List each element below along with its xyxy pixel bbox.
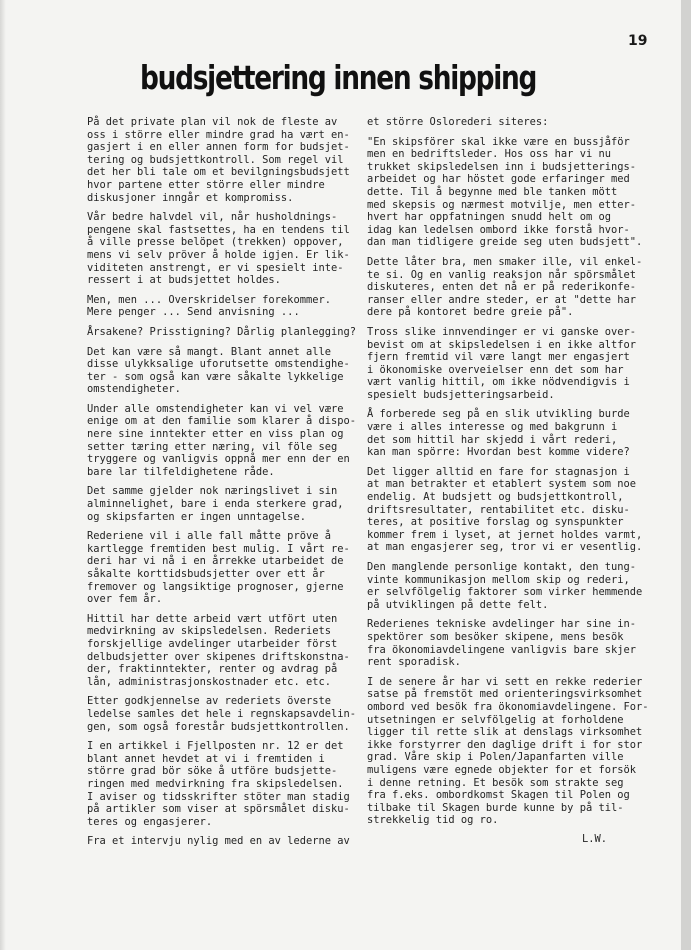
left-paragraph xyxy=(87,346,349,396)
text-line: med skepsis og nærmest motvilje, men etter- xyxy=(367,198,636,211)
text-line: i ökonomiske overveielser enn det som har xyxy=(367,363,624,376)
text-line: og skipsfarten er ingen unntagelse. xyxy=(87,510,306,523)
text-line: rent sporadisk. xyxy=(367,656,461,669)
text-line: teres, at positive forslag og synspunkter xyxy=(367,516,624,529)
text-line: Årsakene? Prisstigning? Dårlig planlegging? xyxy=(87,325,356,338)
paragraph-gap xyxy=(367,249,632,256)
text-line: idag kan ledelsen ombord ikke forstå hvor- xyxy=(367,223,630,236)
text-line: medvirkning av skipsledelsen. Rederiets xyxy=(87,625,331,638)
text-line: over fem år. xyxy=(87,593,163,606)
text-line: forskjellige avdelinger utarbeider först xyxy=(87,637,338,650)
text-line: diskuteres, enten det nå er på rederikonfe- xyxy=(367,281,636,294)
text-line: Det ligger alltid en fare for stagnasjon i xyxy=(367,465,630,478)
right-text-column xyxy=(367,116,649,845)
text-line: te si. Og en vanlig reaksjon når spörsmålet xyxy=(367,268,636,281)
paragraph-gap xyxy=(367,459,632,466)
text-line: dere på kontoret bedre greie på". xyxy=(367,306,574,319)
text-line: Mere penger ... Send anvisning ... xyxy=(87,306,300,319)
paragraph-gap xyxy=(367,611,632,618)
text-line: strekkelig tid og ro. xyxy=(367,814,499,827)
text-line: större grad bör söke å utföre budsjette- xyxy=(87,765,338,778)
text-line: tilbake til Skagen burde kunne by på til- xyxy=(367,801,624,814)
text-line: satse på fremstöt med orienteringsvirksomhet xyxy=(367,688,643,701)
left-text-column xyxy=(87,116,356,848)
text-line: ringen med medvirkning fra skipsledelsen. xyxy=(87,777,344,790)
text-line: ombord ved besök fra ökonomiavdelingene. For- xyxy=(367,700,649,713)
text-line: Men, men ... Overskridelser forekommer. xyxy=(87,293,331,306)
text-line: bevist om at skipsledelsen i en ikke altfor xyxy=(367,338,636,351)
text-line: I aviser og tidsskrifter stöter man stadig xyxy=(87,790,350,803)
right-paragraph xyxy=(367,116,632,129)
text-line: ligger til rette slik at denslags virksomhet xyxy=(367,726,643,739)
text-line: gasjert i en eller annen form for budsjet- xyxy=(87,141,350,154)
text-line: Rederiene vil i alle fall måtte pröve å xyxy=(87,530,331,543)
paragraph-gap xyxy=(87,606,349,613)
right-paragraph xyxy=(367,325,636,402)
text-line: viditeten anstrengt, er vi spesielt inte- xyxy=(87,261,344,274)
right-paragraph xyxy=(367,135,643,249)
text-line: hvor partene etter större eller mindre xyxy=(87,178,325,191)
text-line: Vår bedre halvdel vil, når husholdnings- xyxy=(87,211,338,224)
text-line: der, fraktinntekter, renter og avdrag på xyxy=(87,663,338,676)
text-line: være i alles interesse og med bakgrunn i xyxy=(367,421,618,434)
left-paragraph xyxy=(87,613,349,689)
text-line: oss i större eller mindre grad ha vært en- xyxy=(87,128,350,141)
paragraph-gap xyxy=(367,554,632,561)
text-line: å ville presse belöpet (trekken) oppover, xyxy=(87,236,344,249)
text-line: I en artikkel i Fjellposten nr. 12 er det xyxy=(87,740,344,753)
text-line: at man betrakter et etablert system som noe xyxy=(367,478,636,491)
paragraph-gap xyxy=(87,688,349,695)
text-line: alminnelighet, bare i enda sterkere grad, xyxy=(87,498,344,511)
text-line: "En skipsförer skal ikke være en bussjåför xyxy=(367,135,630,148)
right-paragraph xyxy=(367,675,649,827)
text-line: På det private plan vil nok de fleste av xyxy=(87,116,338,128)
right-paragraph xyxy=(367,255,643,319)
paragraph-gap xyxy=(367,319,632,326)
text-line: enige om at den familie som klarer å dispo- xyxy=(87,415,356,428)
text-line: kan man spörre: Hvordan best komme videre? xyxy=(367,446,630,459)
text-line: kommer frem i lyset, at jernet holdes varmt, xyxy=(367,528,643,541)
text-line: Det samme gjelder nok næringslivet i sin xyxy=(87,485,338,498)
text-line: det her bli tale om et bevilgningsbudsjett xyxy=(87,166,350,179)
text-line: Fra et intervju nylig med en av lederne av xyxy=(87,835,350,848)
paragraph-gap xyxy=(87,733,349,740)
right-paragraph xyxy=(367,561,643,611)
article-title: budsjettering innen shipping xyxy=(140,58,537,97)
text-line: blant annet hevdet at vi i fremtiden i xyxy=(87,752,325,765)
text-line: spektörer som besöker skipene, mens besök xyxy=(367,630,624,643)
text-line: arbeidet og har höstet gode erfaringer med xyxy=(367,173,630,186)
right-paragraph xyxy=(367,465,643,554)
left-paragraph xyxy=(87,402,356,479)
text-line: Etter godkjennelse av rederiets överste xyxy=(87,695,331,708)
page-edge-shadow xyxy=(0,0,6,950)
left-paragraph xyxy=(87,835,349,848)
left-paragraph xyxy=(87,530,349,606)
left-paragraph xyxy=(87,294,349,319)
text-line: Rederienes tekniske avdelinger har sine in- xyxy=(367,618,636,631)
text-line: på utviklingen på dette felt. xyxy=(367,598,549,611)
left-paragraph xyxy=(87,116,349,204)
paragraph-gap xyxy=(87,339,349,346)
text-line: i denne retning. Et besök som strakte seg xyxy=(367,776,624,789)
text-line: Dette låter bra, men smaker ille, vil enkel- xyxy=(367,255,643,268)
text-line: ranser eller andre steder, er at "dette har xyxy=(367,293,636,306)
text-line: bare lar tilfeldighetene råde. xyxy=(87,465,275,478)
page-number: 19 xyxy=(628,33,648,49)
author-signature: L.W. xyxy=(581,832,607,845)
text-line: ter - som også kan være såkalte lykkelige xyxy=(87,370,344,383)
text-line: vært vanlig hittil, om ikke nödvendigvis i xyxy=(367,376,630,389)
text-line: spesielt budsjetteringsarbeid. xyxy=(367,388,555,401)
paragraph-gap xyxy=(87,396,349,403)
text-line: Å forberede seg på en slik utvikling burde xyxy=(367,408,630,421)
text-line: at man engasjerer seg, tror vi er vesentlig. xyxy=(367,541,643,554)
left-paragraph xyxy=(87,325,356,339)
text-line: deri har vi nå i en årrekke utarbeidet de xyxy=(87,555,344,568)
text-line: Hittil har dette arbeid vært utfört uten xyxy=(87,612,338,625)
left-paragraph xyxy=(87,695,356,733)
text-line: pengene skal fastsettes, ha en tendens til xyxy=(87,223,350,236)
text-line: men en bedriftsleder. Hos oss har vi nu xyxy=(367,148,611,161)
text-line: Den manglende personlige kontakt, den tung- xyxy=(367,561,636,573)
text-line: muligens være egnede objekter for et forsök xyxy=(367,763,636,776)
left-paragraph xyxy=(87,740,349,828)
text-line: tryggere og vanligvis oppnå mer enn der en xyxy=(87,453,350,466)
right-paragraph xyxy=(367,618,636,669)
paragraph-gap xyxy=(367,669,632,676)
text-line: setter tæring etter næring, vil föle seg xyxy=(87,440,338,453)
text-line: et större Oslorederi siteres: xyxy=(367,116,549,128)
text-line: Under alle omstendigheter kan vi vel være xyxy=(87,402,344,415)
paragraph-gap xyxy=(87,478,349,485)
text-line: såkalte korttidsbudsjetter over ett år xyxy=(87,568,325,580)
text-line: utsetningen er selvfölgelig at forholdene xyxy=(367,713,624,726)
text-line: endelig. At budsjett og budsjettkontroll, xyxy=(367,491,624,504)
right-paragraph xyxy=(367,408,632,458)
text-line: fra ökonomiavdelingene vanligvis bare skjer xyxy=(367,643,636,656)
paragraph-gap xyxy=(367,129,632,136)
text-line: er selvfölgelig faktorer som virker hemmende xyxy=(367,586,643,599)
text-line: kartlegge fremtiden best mulig. I vårt re- xyxy=(87,542,350,555)
text-line: Tross slike innvendinger er vi ganske over- xyxy=(367,325,636,338)
text-line: trukket skipsledelsen inn i budsjetterings- xyxy=(367,160,636,173)
text-line: det som hittil har skjedd i vårt rederi, xyxy=(367,433,618,446)
text-line: mens vi selv pröver å holde igjen. Er lik- xyxy=(87,248,350,261)
text-line: fra f.eks. ombordkomst Skagen til Polen og xyxy=(367,789,630,802)
text-line: driftsresultater, rentabilitet etc. disku- xyxy=(367,503,630,516)
text-line: nere sine inntekter etter en viss plan og xyxy=(87,428,344,441)
text-line: lån, administrasjonskostnader etc. etc. xyxy=(87,675,331,688)
text-line: vinte kommunikasjon mellom skip og rederi, xyxy=(367,573,630,586)
text-line: dette. Til å begynne med ble tanken mött xyxy=(367,185,618,198)
text-line: I de senere år har vi sett en rekke rederier xyxy=(367,675,643,688)
text-line: ikke forstyrrer den daglige drift i for stor xyxy=(367,738,643,751)
text-line: tering og budsjettkontroll. Som regel vil xyxy=(87,153,344,166)
text-line: omstendigheter. xyxy=(87,383,181,396)
text-line: Det kan være så mangt. Blant annet alle xyxy=(87,345,331,358)
text-line: ledelse samles det hele i regnskapsavdelin- xyxy=(87,707,356,720)
paragraph-gap xyxy=(87,319,349,326)
text-line: grad. Våre skip i Polen/Japanfarten ville xyxy=(367,751,624,764)
text-line: fjern fremtid vil være langt mer engasjert xyxy=(367,351,630,364)
text-line: ressert i at budsjettet holdes. xyxy=(87,274,281,287)
text-line: disse ulykksalige uforutsette omstendighe- xyxy=(87,358,350,371)
text-line: delbudsjetter over skipenes driftskonstna- xyxy=(87,650,350,663)
paragraph-gap xyxy=(87,828,349,835)
text-line: gen, som også forestår budsjettkontrollen. xyxy=(87,720,350,733)
paragraph-gap xyxy=(87,287,349,294)
left-paragraph xyxy=(87,211,349,287)
text-line: teres og engasjerer. xyxy=(87,815,213,828)
text-line: på artikler som viser at spörsmålet disku- xyxy=(87,803,350,816)
text-line: fremover og langsiktige prognoser, gjerne xyxy=(87,580,344,593)
text-line: dan man tidligere greide seg uten budsjett". xyxy=(367,236,643,249)
text-line: hvert har oppfatningen snudd helt om og xyxy=(367,211,611,224)
text-line: diskusjoner inngår et kompromiss. xyxy=(87,191,294,204)
left-paragraph xyxy=(87,485,349,523)
